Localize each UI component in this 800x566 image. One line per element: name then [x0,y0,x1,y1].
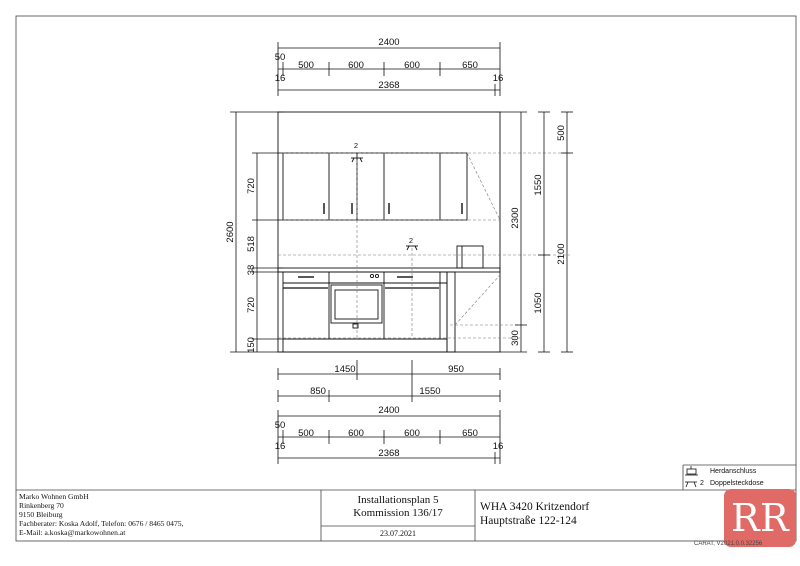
company-city: 9150 Bleiburg [19,510,63,519]
wall-outline [278,112,500,352]
dim-bottom-inner-total: 2368 [378,448,400,459]
dim-bottom-split-left: 1450 [334,364,356,375]
dim-bottom-offset: 50 [274,420,286,431]
left-dimensions [230,112,284,352]
dim-bottom-seg-2: 600 [348,428,364,439]
site-address: Hauptstraße 122-124 [480,515,577,527]
dim-bottom-end-left: 16 [274,441,286,452]
footer-code: CARAT, V2021.0.0.32256 [694,541,763,547]
legend-stove-label: Herdanschluss [710,468,757,475]
dim-top-end-right: 16 [492,73,504,84]
plan-date: 23.07.2021 [380,529,416,538]
socket-count-lower: 2 [408,236,414,245]
legend-socket-count: 2 [700,480,704,487]
site-name: WHA 3420 Kritzendorf [480,501,590,513]
legend-socket-label: Doppelsteckdose [710,480,764,487]
dim-left-upper: 720 [246,178,257,194]
dim-top-offset: 50 [274,52,286,63]
dim-bottom-seg-4: 650 [462,428,478,439]
sheet-frame [16,16,796,541]
dim-bottom-split-right: 950 [448,364,464,375]
company-street: Rinkenberg 70 [19,501,64,510]
site-info [480,500,680,534]
dim-right-a-bottom: 300 [510,330,521,346]
dim-bottom-split2-right: 1550 [419,386,441,397]
dim-right-c-top: 500 [556,125,567,141]
legend [684,465,796,490]
dim-bottom-split2-left: 850 [310,386,326,397]
company-advisor: Fachberater: Koska Adolf, Telefon: 0676 / 8465 0475, [19,519,184,528]
company-info [19,492,319,540]
company-logo [724,489,796,547]
company-name: Marko Wohnen GmbH [19,492,89,501]
dim-top-total: 2400 [378,37,400,48]
plan-name: Installationsplan 5 [357,494,439,506]
plan-commission: Kommission 136/17 [353,507,443,519]
dim-bottom-seg-3: 600 [404,428,420,439]
right-dimensions [500,112,573,352]
logo-letter-1: R [731,496,760,540]
dim-left-base: 720 [246,297,257,313]
base-cabinets [283,272,447,339]
upper-cabinets [283,153,467,220]
dim-top-seg-4: 650 [462,60,478,71]
dim-right-b-top: 1550 [533,174,544,196]
company-email: E-Mail: a.koska@markowohnen.at [19,528,126,537]
plinth [283,339,447,352]
dim-bottom-total: 2400 [378,405,400,416]
dim-left-backsplash: 518 [246,236,257,252]
dim-right-b-bottom: 1050 [533,292,544,314]
dim-top-seg-3: 600 [404,60,420,71]
kitchen-elevation [278,112,500,352]
guide-lines [278,153,570,338]
dim-left-plinth: 150 [246,337,257,353]
oven [331,285,382,323]
plan-title [322,494,474,524]
dim-left-worktop: 38 [246,264,257,276]
dim-left-overall: 2600 [225,221,236,243]
dim-bottom-end-right: 16 [492,441,504,452]
dim-right-c-bottom: 2100 [556,243,567,265]
dim-bottom-seg-1: 500 [298,428,314,439]
dim-top-seg-2: 600 [348,60,364,71]
socket-count-upper: 2 [353,141,359,150]
dim-top-end-left: 16 [274,73,286,84]
logo-letter-2: R [760,496,789,540]
worktop [278,268,500,272]
dim-top-inner-total: 2368 [378,80,400,91]
dim-top-seg-1: 500 [298,60,314,71]
dim-right-a-top: 2300 [510,207,521,229]
